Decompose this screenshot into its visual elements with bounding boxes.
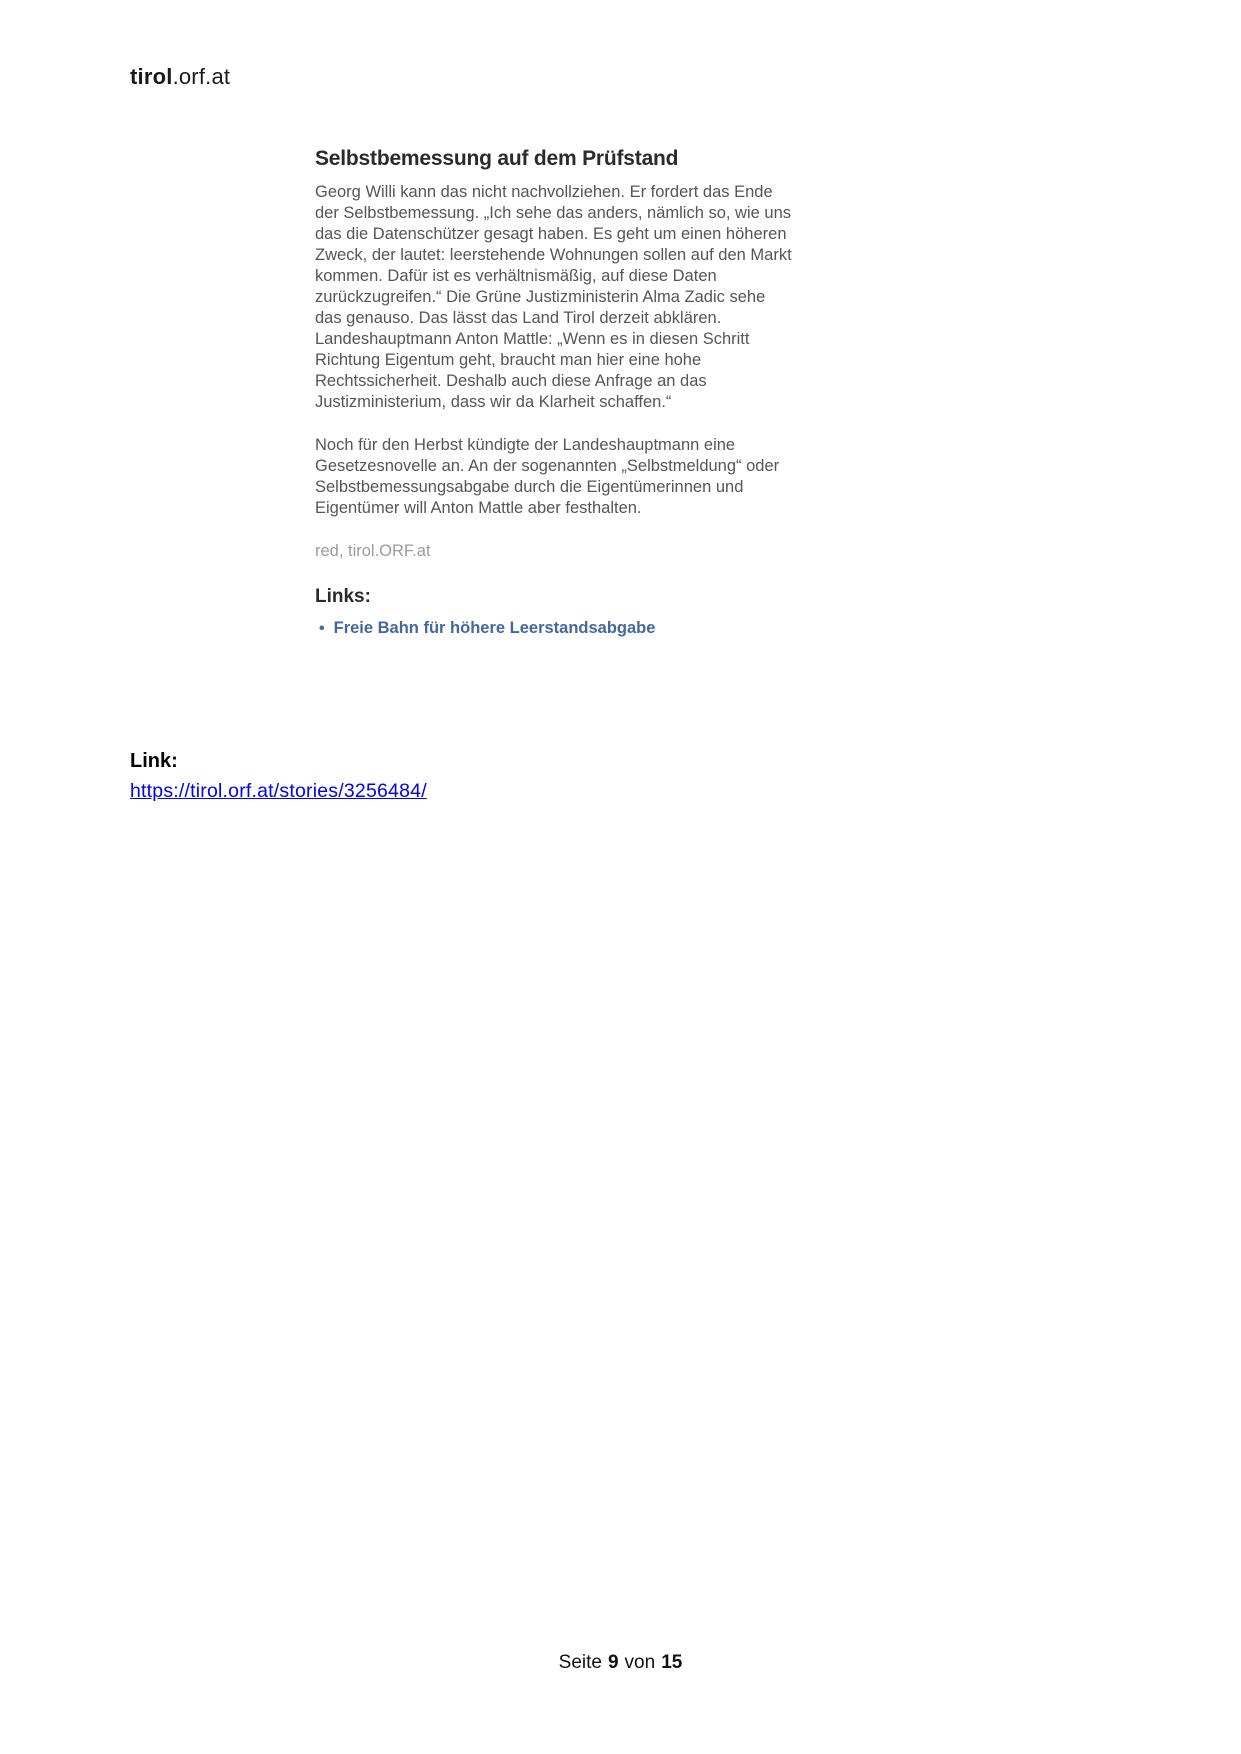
footer-prefix: Seite (558, 1652, 602, 1673)
story-url-link[interactable]: https://tirol.orf.at/stories/3256484/ (130, 780, 427, 802)
links-list (315, 618, 795, 639)
link-section (130, 750, 427, 803)
article-paragraph-1: Georg Willi kann das nicht nachvollziehen. Er fordert das Ende der Selbstbemessung. „Ich sehe das anders, nämlich so, wie uns das die Datenschützer gesagt haben. Es geht um einen höheren Zweck, der lautet: leerstehende Wohnungen sollen auf den Markt kommen. Dafür ist es verhältnismäßig, auf diese Daten zurückzugreifen.“ Die Grüne Justizministerin Alma Zadic sehe das genauso. Das lässt das Land Tirol derzeit abklären. Landeshauptmann Anton Mattle: „Wenn es in diesen Schritt Richtung Eigentum geht, braucht man hier eine hohe Rechtssicherheit. Deshalb auch diese Anfrage an das Justizministerium, dass wir da Klarheit schaffen.“ (315, 183, 792, 411)
links-heading: Links: (315, 586, 371, 607)
bullet-icon: • (319, 620, 325, 637)
site-logo-bold: tirol (130, 64, 173, 89)
list-item (315, 618, 795, 639)
footer-total-pages: 15 (661, 1652, 683, 1673)
article-byline: red, tirol.ORF.at (315, 542, 431, 560)
link-label: Link: (130, 750, 178, 772)
site-logo-rest: .orf.at (172, 64, 231, 89)
article-paragraph-2: Noch für den Herbst kündigte der Landeshauptmann eine Gesetzesnovelle an. An der sogenannten „Selbstmeldung“ oder Selbstbemessungsabgabe durch die Eigentümerinnen und Eigentümer will Anton Mattle aber festhalten. (315, 436, 780, 517)
article-heading: Selbstbemessung auf dem Prüfstand (315, 147, 679, 170)
footer-page-number: 9 (607, 1652, 619, 1673)
site-logo (130, 64, 230, 90)
page-footer (0, 1652, 1241, 1674)
article (315, 146, 795, 639)
related-story-link[interactable]: Freie Bahn für höhere Leerstandsabgabe (333, 619, 656, 637)
footer-separator: von (624, 1652, 656, 1673)
